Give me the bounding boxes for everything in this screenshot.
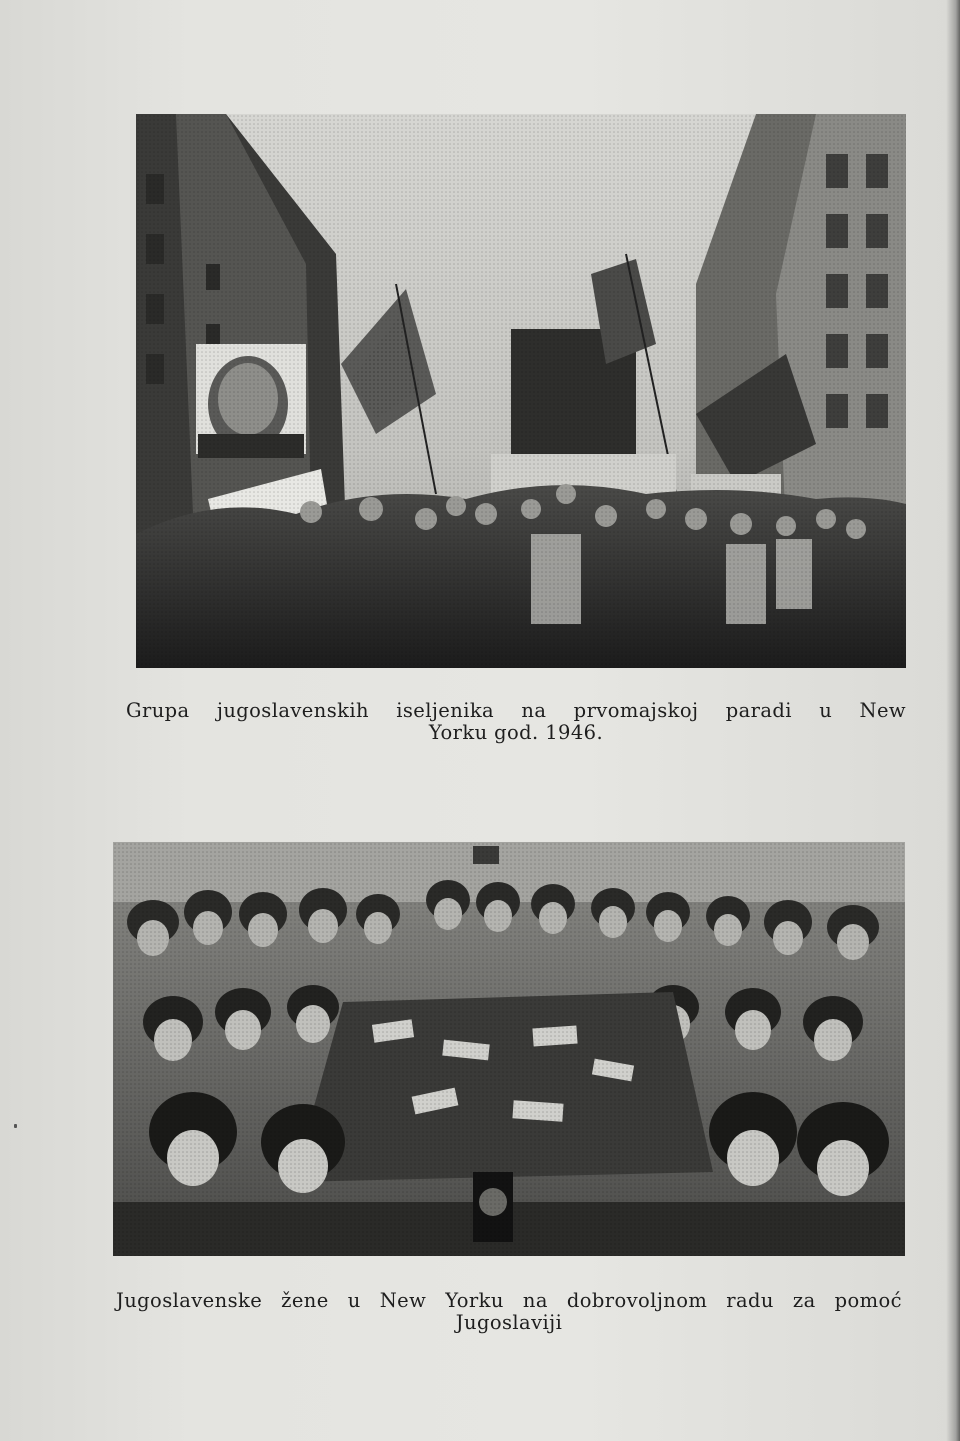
caption-line: Jugoslavenske žene u New Yorku na dobrovoljnom radu za pomoć	[116, 1289, 902, 1312]
bottom-photo-caption	[116, 1290, 902, 1334]
top-photo-caption	[126, 700, 906, 744]
women-photo-illustration	[113, 842, 905, 1256]
parade-photo-illustration	[136, 114, 906, 668]
caption-line: Yorku god. 1946.	[428, 721, 604, 744]
parade-photograph	[136, 114, 906, 668]
print-speck	[14, 1124, 17, 1128]
page-edge-shadow	[946, 0, 960, 1441]
volunteer-women-photograph	[113, 842, 905, 1256]
caption-line: Grupa jugoslavenskih iseljenika na prvomajskoj paradi u New	[126, 699, 906, 722]
caption-line: Jugoslaviji	[455, 1311, 563, 1334]
